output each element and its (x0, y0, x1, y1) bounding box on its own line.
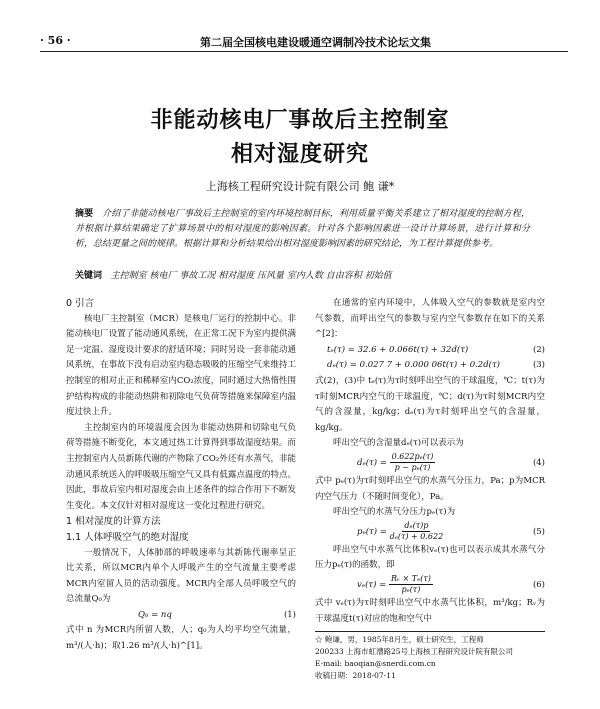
paragraph: 核电厂主控制室（MCR）是核电厂运行的控制中心。非能动核电厂设置了能动通风系统，在正常工况下为室内提供满足一定温、湿度设计要求的舒适环境；同时另设一套非能动通风系统，在事故下没有启动室内稳态吸吸的压缩空气来维持工控制室的相对止正和稀释室内CO₂浓度，同时通过大热惰性围护结构构成的非能动热阱和初除电气负荷等措施来保障室内温度过快上升。 (66, 313, 296, 418)
paragraph: 一般情况下，人体肺部的呼吸速率与其新陈代谢率呈正比关系，所以MCR内单个人呼吸产生的空气流量主要考虑MCR内室留人员的活动强度。MCR内全部人员呼吸空气的总流量Q₀为 (66, 547, 296, 605)
paper-title-line1: 非能动核电厂事故后主控制室 (150, 108, 450, 133)
equation-6: vₑ(τ) = $\frac{\text{Rᵥ × Tₑ(τ)}}{\text{pₑ(τ)}}$ (6) (357, 573, 545, 594)
paper-title-line2: 相对湿度研究 (230, 142, 369, 167)
paragraph: 式中 vₑ(τ)为τ时刻呼出空气中水蒸气比体积，m³/kg；Rᵥ为干球温度t(τ)对应的饱和空气中 (315, 597, 545, 624)
author-footnote: ☆ 鲍谦，男，1985年8月生，硕士研究生，工程师 200233 上海市虹漕路25号上海核工程研究设计院有限公司 E-mail: baoqian@snerdi.com.cn 收稿日期：2018-07-11 (315, 631, 545, 682)
keywords-label: 关键词 (75, 271, 103, 281)
abstract-text: 介绍了非能动核电厂事故后主控制室的室内环境控制目标，利用质量平衡关系建立了相对湿度的控制方程，并根据计算结果确定了扩算场景中的相对湿度的影响因素。针对各个影响因素进一设计计算场景，进行计算和分析，总结更量之间的规律。根据计算和分析结果给出相对湿度影响因素的研究结论，为工程计算提供参考。 (75, 209, 530, 249)
keywords (75, 268, 530, 281)
section-introduction: 0 引言 (66, 298, 95, 309)
paragraph: 主控制室内的环境温度会因为非能动热阱和切除电气负荷等措施不断变化，本文通过热工计算得到事故湿度结果。而主控制室内人员新陈代谢的产物除了CO₂外还有水蒸气，非能动通风系统送入的呼吸吸压缩空气又具有低露点温度的特点。因此，事故后室内相对湿度会由上述条件的综合作用下不断发生变化。本文仅针对相对湿度这一变化过程进行研究。 (66, 422, 296, 511)
conference-title: 第二届全国核电建设暖通空调制冷技术论坛文集 (200, 36, 431, 49)
left-column (66, 296, 296, 655)
page-number: · 56 · (40, 34, 71, 47)
running-header (40, 30, 568, 52)
paragraph: 呼出空气的含湿量dₑ(τ)可以表示为 (333, 438, 464, 449)
paragraph: 呼出空气中水蒸气比体积vₑ(τ)也可以表示成其水蒸气分压力pₑ(τ)的函数，即 (315, 544, 545, 571)
section-method: 1 相对湿度的计算方法 (66, 516, 161, 528)
paragraph: 式中 pₑ(τ)为τ时刻呼出空气的水蒸气分压力，Pa；p为MCR内空气压力（不随时间变化），Pa。 (315, 475, 545, 502)
abstract-label: 摘要 (75, 209, 94, 219)
equation-3: dₑ(τ) = 0.027 7 + 0.000 06t(τ) + 0.2d(τ) (3) (327, 360, 545, 371)
equation-4: dₑ(τ) = $\frac{\text{0.622pₑ(τ)}}{\text{p − pₑ(τ)}}$ (4) (357, 451, 545, 472)
author-affiliation: 上海核工程研究设计院有限公司 鲍 谦* (205, 180, 395, 193)
keywords-text: 主控制室 核电厂 事故工况 相对湿度 压风量 室内人数 自由容积 初始值 (110, 271, 392, 281)
abstract (75, 207, 530, 252)
paragraph: 式中 n 为MCR内所留人数，人；q₀为人均平均空气流量，m³/(人·h)；取1.26 m³/(人·h)^[1]。 (66, 625, 296, 652)
paragraph: 式(2)，(3)中 tₑ(τ)为τ时刻呼出空气的干球温度，℃；t(τ)为τ时刻MCR内空气的干球温度，℃；d(τ)为τ时刻MCR内空气的含湿量，kg/kg；dₑ(τ)为τ时刻呼出空气的含湿量，kg/kg。 (315, 375, 545, 433)
right-column (315, 296, 545, 682)
equation-2: tₑ(τ) = 32.6 + 0.066t(τ) + 32d(τ) (2) (327, 344, 545, 355)
equation-1: Q₀ = nq (1) (138, 609, 296, 620)
equation-5: pₑ(τ) = $\frac{\text{dₑ(τ)p}}{\text{dₑ(τ) + 0.622}}$ (5) (357, 520, 545, 541)
subsection-breath: 1.1 人体呼吸空气的绝对湿度 (66, 531, 189, 543)
paragraph: 在通常的室内环境中，人体吸入空气的参数就是室内空气参数，而呼出空气的参数与室内空气参数存在如下的关系^[2]： (315, 298, 545, 340)
paragraph: 呼出空气的水蒸气分压力pₑ(τ)为 (333, 507, 456, 518)
